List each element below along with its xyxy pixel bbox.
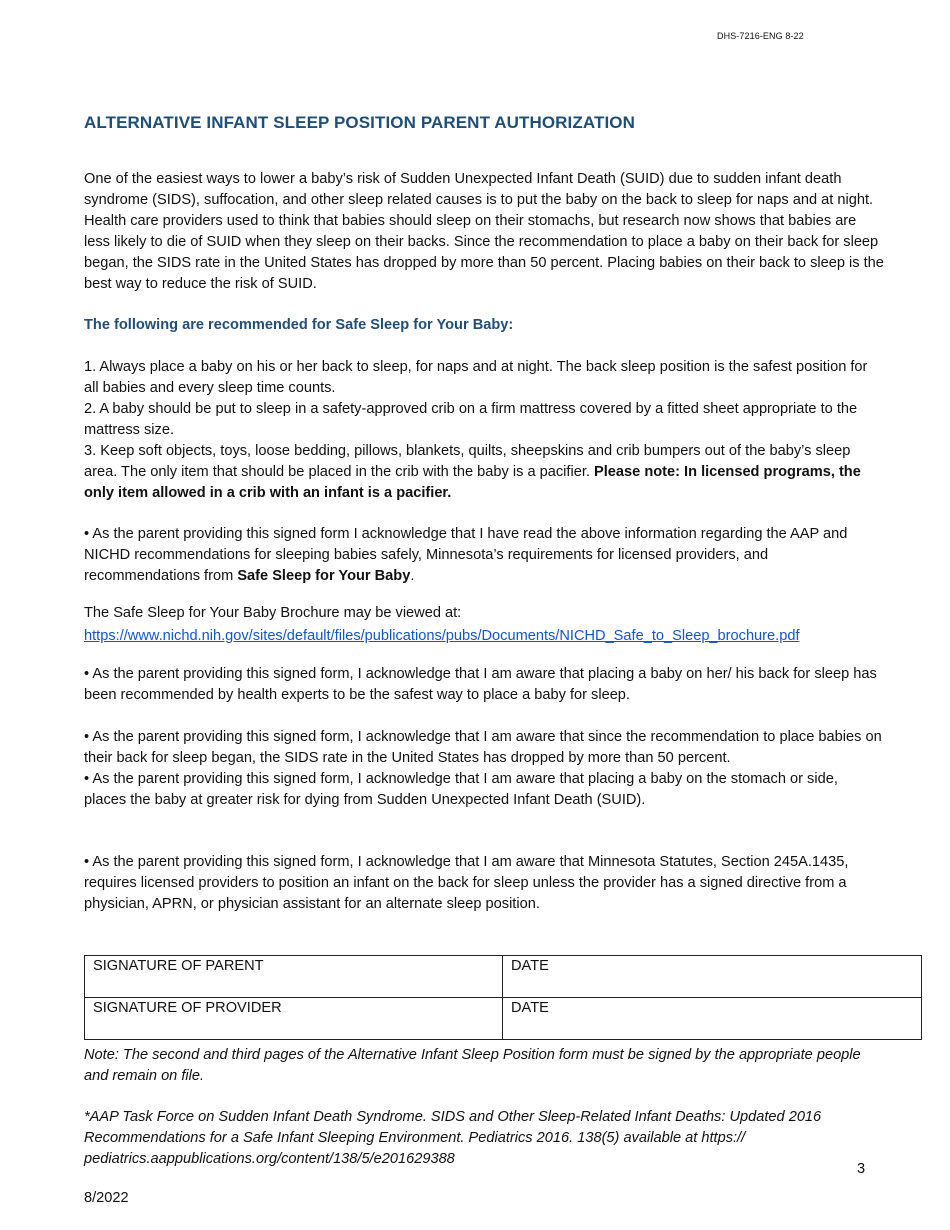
footnote-note: Note: The second and third pages of the Alternative Infant Sleep Position form must be signed by the appropriate people and remain on file. (84, 1047, 861, 1084)
table-row (85, 956, 922, 998)
acknowledgement-2: • As the parent providing this signed form, I acknowledge that I am aware that placing a baby on her/ his back for sleep has been recommended by health experts to be the safest way to place a baby for sleep. (84, 666, 877, 703)
ack1-bold: Safe Sleep for Your Baby (237, 568, 411, 584)
page-title: ALTERNATIVE INFANT SLEEP POSITION PARENT AUTHORIZATION (84, 113, 635, 132)
parent-date-label: DATE (511, 958, 549, 974)
recommendation-text: 3. Keep soft objects, toys, loose bedding, pillows, blankets, quilts, sheepskins and crib bumpers out of the baby’s sleep area. The only item that should be placed in the crib with the baby is a pacifier. (84, 443, 851, 480)
ack1-text: • As the parent providing this signed form I acknowledge that I have read the above information regarding the AAP and NICHD recommendations for sleeping babies safely, Minnesota’s requirements for licensed providers, and recommendations from (84, 526, 848, 584)
acknowledgement-5: • As the parent providing this signed form, I acknowledge that I am aware that Minnesota Statutes, Section 245A.1435, requires licensed providers to position an infant on the back for sleep unless the provider has a signed directive from a physician, APRN, or physician assistant for an alternate sleep position. (84, 854, 849, 912)
provider-date-label: DATE (511, 1000, 549, 1016)
page-number: 3 (857, 1161, 866, 1177)
acknowledgement-4: • As the parent providing this signed form, I acknowledge that I am aware that placing a baby on the stomach or side, places the baby at greater risk for dying from Sudden Unexpected Infant Death (SUID). (84, 771, 838, 808)
signature-table (84, 955, 922, 1040)
parent-signature-field[interactable] (85, 956, 503, 998)
intro-paragraph: One of the easiest ways to lower a baby’s risk of Sudden Unexpected Infant Death (SUID) due to sudden infant death syndrome (SIDS), suffocation, and other sleep related causes is to put the baby on the back to sleep for naps and at night. Health care providers used to think that babies should sleep on their stomachs, but research now shows that babies are less likely to die of SUID when they sleep on their backs. Since the recommendation to place a baby on their back for sleep began, the SIDS rate in the United States has dropped by more than 50 percent. Placing babies on their back to sleep is the best way to reduce the risk of SUID. (84, 171, 884, 292)
recommendation-item: 1. Always place a baby on his or her back to sleep, for naps and at night. The back sleep position is the safest position for all babies and every sleep time counts. (84, 359, 868, 396)
provider-date-field[interactable] (503, 998, 922, 1040)
citation: *AAP Task Force on Sudden Infant Death Syndrome. SIDS and Other Sleep-Related Infant Deaths: Updated 2016 Recommendations for a Safe Infant Sleeping Environment. Pediatrics 2016. 138(5) available at https:// pediatrics.aappublications.org/content/138/5/e201629388 (84, 1109, 822, 1167)
provider-signature-field[interactable] (85, 998, 503, 1040)
brochure-text: The Safe Sleep for Your Baby Brochure may be viewed at: (84, 605, 462, 621)
recommendations-list (84, 357, 884, 504)
ack1-end: . (410, 568, 415, 584)
footer-date: 8/2022 (84, 1190, 129, 1206)
recommendation-note: Please note: In licensed programs, the only item allowed in a crib with an infant is a pacifier. (84, 464, 861, 501)
acknowledgement-3: • As the parent providing this signed form, I acknowledge that I am aware that since the recommendation to place babies on their back for sleep began, the SIDS rate in the United States has dropped by more than 50 percent. (84, 729, 882, 766)
form-number: DHS-7216-ENG 8-22 (717, 31, 804, 41)
recommendation-item: 2. A baby should be put to sleep in a safety-approved crib on a firm mattress covered by a fitted sheet appropriate to the mattress size. (84, 401, 858, 438)
acknowledgement-1 (84, 524, 884, 587)
recommendations-heading: The following are recommended for Safe Sleep for Your Baby: (84, 317, 514, 333)
acknowledgement-group (84, 727, 884, 811)
parent-date-field[interactable] (503, 956, 922, 998)
recommendation-item (84, 441, 884, 504)
parent-signature-label: SIGNATURE OF PARENT (93, 958, 264, 974)
brochure-link[interactable]: https://www.nichd.nih.gov/sites/default/files/publications/pubs/Documents/NICHD_Safe_to_Sleep_brochure.pdf (84, 628, 800, 644)
provider-signature-label: SIGNATURE OF PROVIDER (93, 1000, 282, 1016)
table-row (85, 998, 922, 1040)
